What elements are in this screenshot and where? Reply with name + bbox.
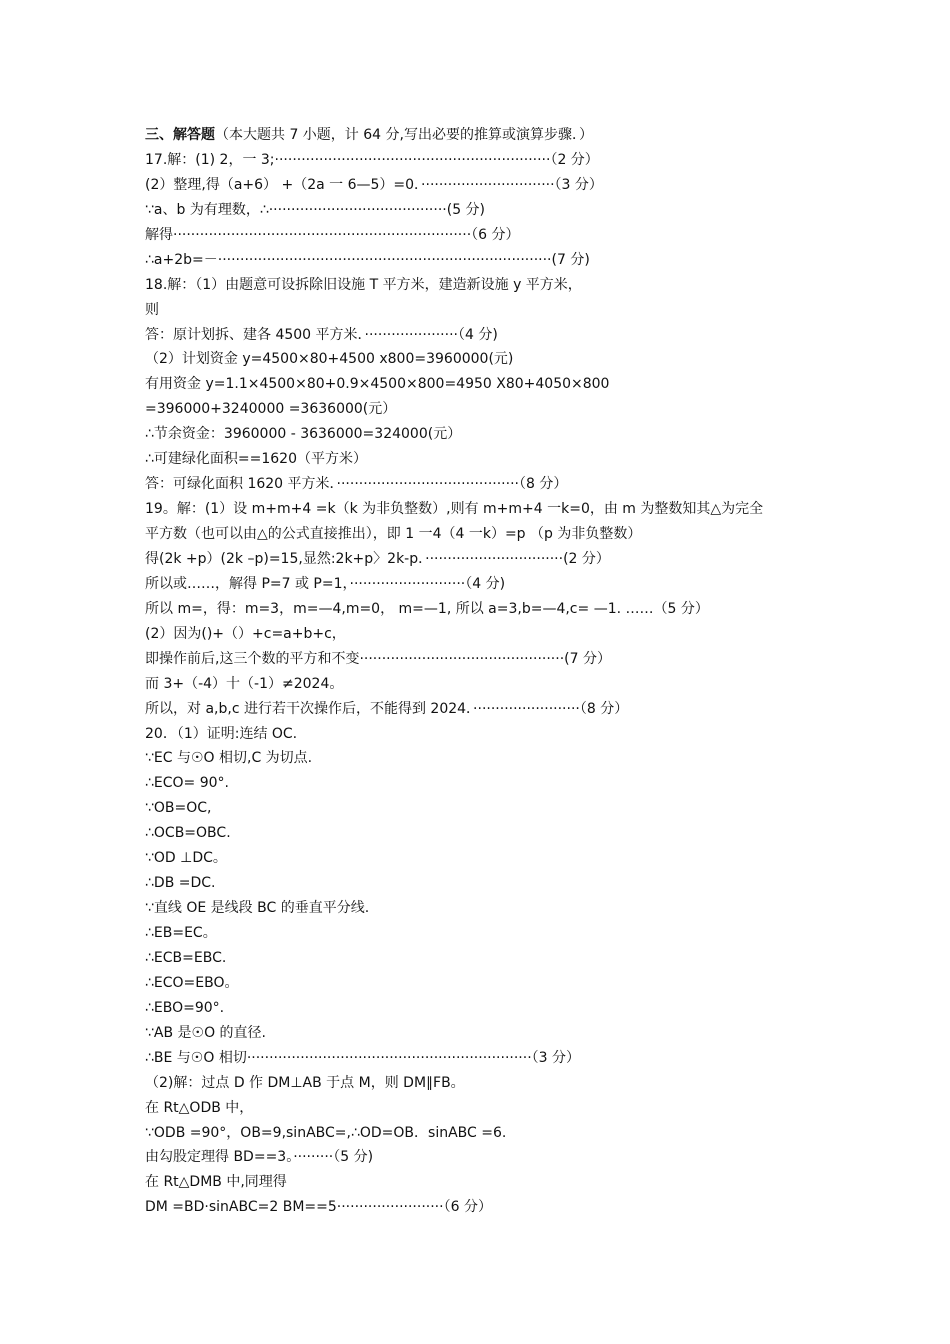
answer-line: 所以 m=，得：m=3，m=—4,m=0， m=—1, 所以 a=3,b=—4,c= —1. ……（5 分） — [145, 600, 709, 617]
answer-line: ∴节余资金：3960000 - 3636000=324000(元） — [145, 426, 462, 443]
answer-line: 解得···································································（6 分） — [145, 226, 520, 243]
answer-line: ∵EC 与☉O 相切,C 为切点. — [145, 750, 313, 767]
answer-line: ∵AB 是☉O 的直径. — [145, 1024, 267, 1041]
answer-line: ∵a、b 为有理数，∴········································(5 分) — [145, 201, 486, 218]
answer-line: (2）因为()+（）+c=a+b+c， — [145, 625, 346, 642]
answer-line: ∴EBO=90°. — [145, 999, 225, 1016]
answer-line: 在 Rt△DMB 中,同理得 — [145, 1174, 287, 1191]
section-note: （本大题共 7 小题，计 64 分,写出必要的推算或演算步骤．） — [215, 127, 593, 143]
answer-line: 平方数（也可以由△的公式直接推出），即 1 一4（4 一k）=p （p 为非负整数） — [145, 526, 642, 542]
answer-line: ∵ODB =90°，OB=9,sinABC=,∴OD=OB．sinABC =6. — [145, 1124, 507, 1141]
answer-line: ∴BE 与☉O 相切································································（3 分） — [145, 1049, 580, 1066]
answer-line: ∴ECB=EBC. — [145, 949, 227, 966]
answer-line: ∵OB=OC, — [145, 800, 212, 817]
answer-line: 由勾股定理得 BD==3。·········（5 分) — [145, 1149, 374, 1166]
answer-line: ∴ECO=EBO。 — [145, 974, 239, 991]
answer-line: 有用资金 y=1.1×4500×80+0.9×4500×800=4950 X80+4050×800 — [145, 376, 610, 393]
answer-line: 在 Rt△ODB 中， — [145, 1099, 254, 1116]
answer-line: 所以，对 a,b,c 进行若干次操作后，不能得到 2024．························（8 分） — [145, 700, 629, 717]
answer-line: （2)解：过点 D 作 DM⊥AB 于点 M，则 DM∥FB。 — [145, 1074, 465, 1091]
answer-line: 18.解：（1）由题意可设拆除旧设施 T 平方米，建造新设施 y 平方米， — [145, 276, 582, 293]
answer-line: 而 3+（-4）十（-1）≠2024。 — [145, 675, 344, 692]
answer-line: 则 — [145, 301, 159, 318]
answer-line: 20．（1）证明:连结 OC. — [145, 725, 298, 742]
answer-line: ∵直线 OE 是线段 BC 的垂直平分线. — [145, 900, 370, 917]
answer-line: 即操作前后,这三个数的平方和不变··············································(7 分） — [145, 650, 611, 667]
answer-line: ∴a+2b=－···········································································(7 分) — [145, 251, 590, 268]
section-title: 三、解答题 — [145, 127, 215, 143]
answer-line: 19。解：(1）设 m+m+4 =k（k 为非负整数）,则有 m+m+4 一k=0，由 m 为整数知其△为完全 — [145, 501, 764, 518]
answer-line: 所以或……，解得 P=7 或 P=1，··························（4 分) — [145, 575, 506, 592]
answer-line: 答：原计划拆、建各 4500 平方米．·····················（4 分) — [145, 326, 498, 343]
answer-line: ∴ECO= 90°. — [145, 775, 229, 792]
answer-line: ∴EB=EC。 — [145, 925, 217, 941]
answer-line: DM =BD·sinABC=2 BM==5························（6 分） — [145, 1199, 492, 1216]
answer-line: =396000+3240000 =3636000(元） — [145, 401, 397, 418]
answer-line: ∴可建绿化面积==1620（平方米） — [145, 451, 367, 468]
section-heading — [145, 123, 835, 148]
answer-line: ∵OD ⊥DC。 — [145, 850, 227, 867]
answer-line: 答：可绿化面积 1620 平方米．·········································（8 分） — [145, 476, 568, 493]
answer-line: 17.解：(1) 2，一 3;······························································（2 分） — [145, 151, 599, 168]
answer-line: （2）计划资金 y=4500×80+4500 x800=3960000(元) — [145, 351, 514, 368]
answer-line: ∴DB =DC. — [145, 875, 216, 892]
answer-sheet-page — [145, 123, 835, 1220]
answer-line: ∴OCB=OBC. — [145, 825, 231, 842]
answer-line: (2）整理,得（a+6） +（2a 一 6—5）=0．······························（3 分） — [145, 176, 603, 193]
answer-line: 得(2k +p）(2k –p)=15,显然:2k+p〉2k-p．·······························(2 分） — [145, 550, 610, 567]
answer-lines — [145, 148, 835, 1220]
